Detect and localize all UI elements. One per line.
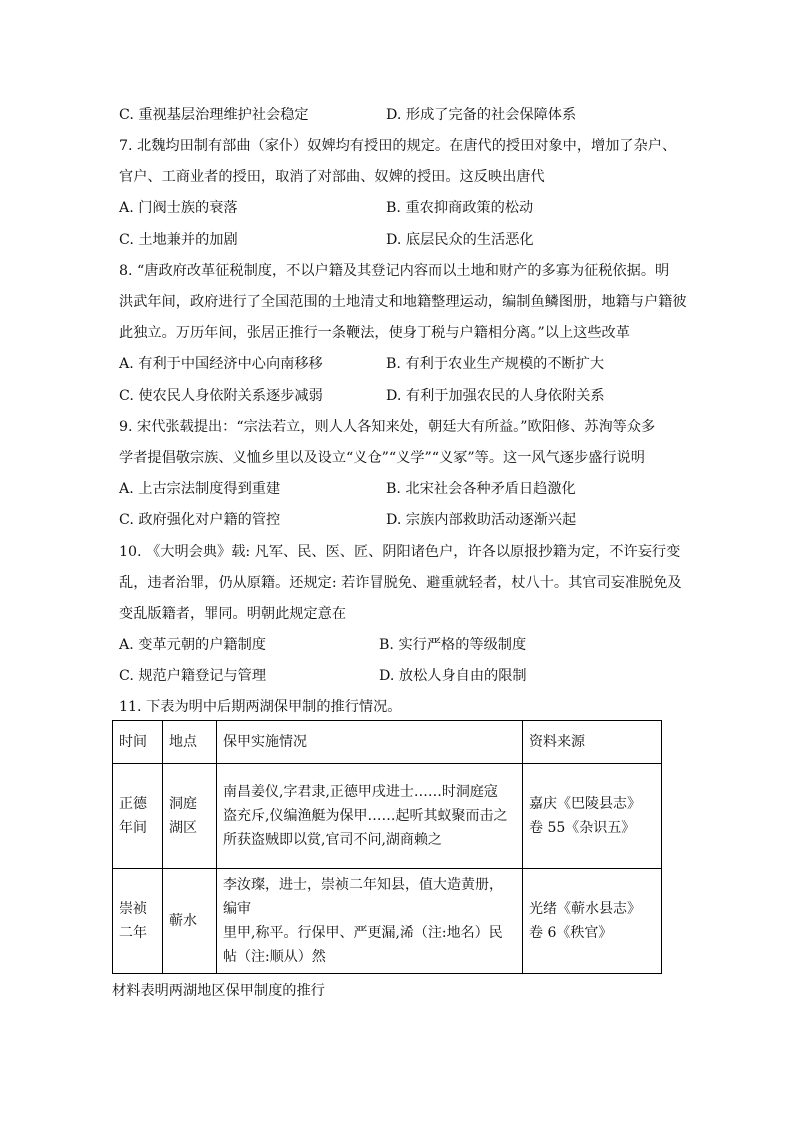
q9-stem-line-1: 9. 宋代张载提出：“宗法若立，则人人各知来处，朝廷大有所益。”欧阳修、苏洵等众多 <box>119 419 656 435</box>
q10-option-a: A. 变革元朝的户籍制度 <box>119 637 266 653</box>
q10-stem-line-2: 乱，违者治罪，仍从原籍。还规定: 若诈冒脱免、避重就轻者，杖八十。其官司妄准脱免及 <box>119 575 682 591</box>
table-row <box>113 764 662 869</box>
header-place: 地点 <box>163 721 217 764</box>
row1-detail <box>217 764 523 869</box>
q6-option-c: C. 重视基层治理维护社会稳定 <box>119 107 309 123</box>
row1-detail-line: 盗充斥,仪编渔艇为保甲……起听其蚁聚而击之 <box>223 808 508 824</box>
row1-source-line: 卷 55《杂识五》 <box>529 820 636 836</box>
row2-detail <box>217 869 523 974</box>
q8-stem-line-1: 8. “唐政府改革征税制度，不以户籍及其登记内容而以土地和财产的多寡为征税依据。明 <box>119 263 670 279</box>
q9-option-c: C. 政府强化对户籍的管控 <box>119 512 281 528</box>
q7-option-a: A. 门阀士族的衰落 <box>119 200 238 216</box>
row2-time-line: 二年 <box>119 925 147 941</box>
table-row <box>113 869 662 974</box>
row1-place-line: 湖区 <box>169 820 197 836</box>
q7-option-b: B. 重农抑商政策的松动 <box>386 200 534 216</box>
row2-time <box>113 869 163 974</box>
q10-option-d: D. 放松人身自由的限制 <box>379 668 527 684</box>
row2-source <box>523 869 662 974</box>
row2-source-line: 卷 6《秩官》 <box>529 925 613 941</box>
q9-option-b: B. 北宋社会各种矛盾日趋激化 <box>386 481 576 497</box>
header-time: 时间 <box>113 721 163 764</box>
q10-stem-line-3: 变乱版籍者，罪同。明朝此规定意在 <box>119 606 347 622</box>
header-source: 资料来源 <box>523 721 662 764</box>
q9-stem-line-2: 学者提倡敬宗族、义恤乡里以及设立“义仓”“义学”“义冢”等。这一风气逐步盛行说明 <box>119 450 645 466</box>
row1-time <box>113 764 163 869</box>
baojia-table <box>112 720 662 974</box>
q8-stem-line-3: 此独立。万历年间，张居正推行一条鞭法，使身丁税与户籍相分离。”以上这些改革 <box>119 325 630 341</box>
q8-stem-line-2: 洪武年间，政府进行了全国范围的土地清丈和地籍整理运动，编制鱼鳞图册，地籍与户籍彼 <box>119 294 687 310</box>
row1-detail-line: 所获盗贼即以赏,官司不问,湖商赖之 <box>223 832 442 848</box>
header-detail: 保甲实施情况 <box>217 721 523 764</box>
q7-option-c: C. 土地兼并的加剧 <box>119 232 238 248</box>
row1-time-line: 年间 <box>119 820 147 836</box>
q8-option-a: A. 有利于中国经济中心向南移移 <box>119 356 323 372</box>
q10-option-c: C. 规范户籍登记与管理 <box>119 668 267 684</box>
table-header-row <box>113 721 662 764</box>
q8-option-b: B. 有利于农业生产规模的不断扩大 <box>386 356 605 372</box>
row1-place <box>163 764 217 869</box>
q11-conclusion: 材料表明两湖地区保甲制度的推行 <box>112 983 325 999</box>
q9-option-d: D. 宗族内部救助活动逐渐兴起 <box>386 512 577 528</box>
row1-source <box>523 764 662 869</box>
row1-source-line: 嘉庆《巴陵县志》 <box>529 796 641 812</box>
row2-time-line: 崇祯 <box>119 901 147 917</box>
row2-detail-line: 李汝璨，进士，崇祯二年知县，值大造黄册，编审 <box>223 877 503 917</box>
row1-detail-line: 南昌姜仪,字君隶,正德甲戌进士……时洞庭寇 <box>223 784 498 800</box>
q9-option-a: A. 上古宗法制度得到重建 <box>119 481 281 497</box>
row2-place <box>163 869 217 974</box>
q11-intro: 11. 下表为明中后期两湖保甲制的推行情况。 <box>119 699 402 715</box>
row1-place-line: 洞庭 <box>169 796 197 812</box>
q10-stem-line-1: 10. 《大明会典》载: 凡军、民、医、匠、阴阳诸色户，许各以原报抄籍为定，不许妄行变 <box>119 544 681 560</box>
row2-detail-line: 里甲,称平。行保甲、严更漏,浠（注:地名）民 <box>223 925 503 941</box>
q8-option-c: C. 使农民人身依附关系逐步减弱 <box>119 388 323 404</box>
q6-option-d: D. 形成了完备的社会保障体系 <box>386 107 577 123</box>
q7-stem-line-1: 7. 北魏均田制有部曲（家仆）奴婢均有授田的规定。在唐代的授田对象中，增加了杂户、 <box>119 138 677 154</box>
q7-option-d: D. 底层民众的生活恶化 <box>386 232 534 248</box>
row1-time-line: 正德 <box>119 796 147 812</box>
row2-source-line: 光绪《蕲水县志》 <box>529 901 641 917</box>
q8-option-d: D. 有利于加强农民的人身依附关系 <box>386 388 605 404</box>
q7-stem-line-2: 官户、工商业者的授田，取消了对部曲、奴婢的授田。这反映出唐代 <box>119 169 545 185</box>
row2-place-line: 蕲水 <box>169 913 197 929</box>
row2-detail-line: 帖（注:顺从）然 <box>223 949 326 965</box>
q10-option-b: B. 实行严格的等级制度 <box>379 637 527 653</box>
